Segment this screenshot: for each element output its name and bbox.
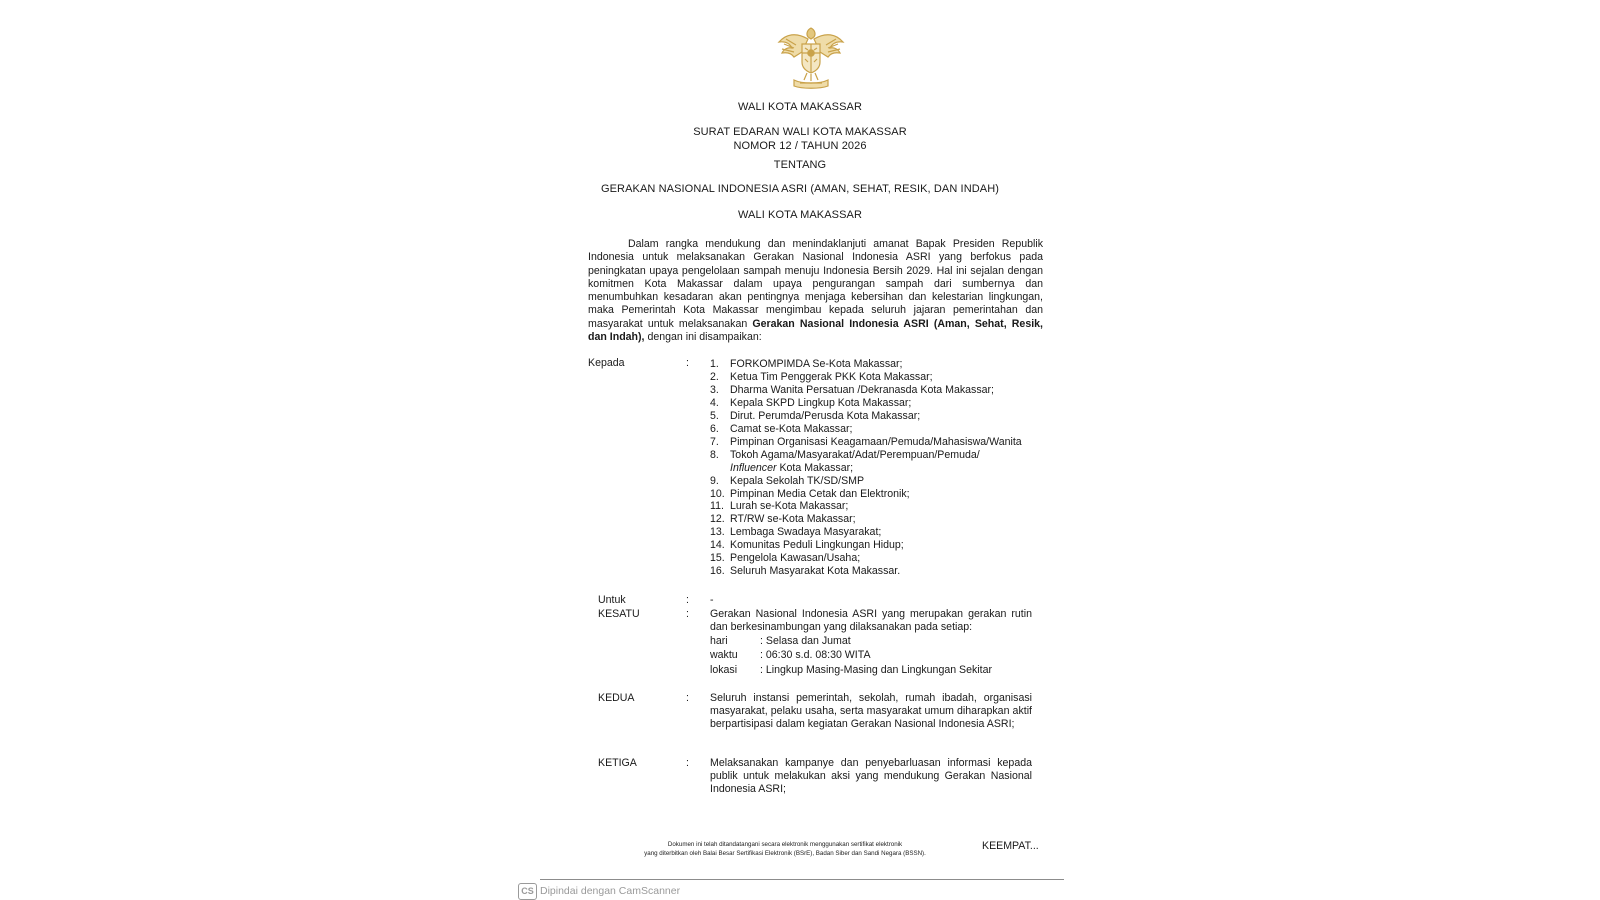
esignature-note — [600, 840, 970, 858]
schedule-row-day — [710, 634, 992, 648]
list-number: 15. — [710, 552, 725, 565]
list-text: Pengelola Kawasan/Usaha; — [730, 552, 861, 565]
issuer-heading: WALI KOTA MAKASSAR — [737, 101, 863, 113]
intro-closing-text: dengan ini disampaikan: — [644, 331, 762, 344]
list-text: Dharma Wanita Persatuan /Dekranasda Kota Makassar; — [730, 383, 994, 396]
list-item — [710, 488, 1050, 501]
schedule-value: : 06:30 s.d. 08:30 WITA — [760, 649, 871, 662]
kesatu-label: KESATU — [598, 608, 640, 620]
list-item — [710, 397, 1050, 410]
list-number: 3. — [710, 383, 719, 396]
list-text-tail: Kota Makassar; — [776, 461, 854, 474]
list-item — [710, 410, 1050, 423]
recipients-list — [710, 358, 1050, 578]
document-subject: GERAKAN NASIONAL INDONESIA ASRI (AMAN, SEHAT, RESIK, DAN INDAH) — [600, 183, 1000, 195]
list-number: 1. — [710, 358, 719, 370]
list-item — [710, 436, 1050, 449]
schedule-value: : Selasa dan Jumat — [760, 635, 851, 647]
list-item — [710, 526, 1050, 539]
list-number: 16. — [710, 565, 725, 578]
untuk-value: - — [710, 594, 714, 606]
intro-paragraph — [588, 238, 1043, 344]
list-number: 12. — [710, 513, 725, 526]
list-number: 11. — [710, 500, 724, 513]
list-text-continued — [730, 462, 1050, 475]
schedule-key: hari — [710, 635, 728, 647]
list-item — [710, 449, 1050, 475]
kesatu-colon: : — [686, 608, 689, 620]
intro-text: Dalam rangka mendukung dan menindaklanjuti amanat Bapak Presiden Republik Indonesia untuk melaksanakan Gerakan Nasional Indonesia ASRI yang berfokus pada peningkatan upaya pengelolaan sampah menuju Indonesia Bersih 2029. Hal ini sejalan dengan komitmen Kota Makassar dalam upaya pengurangan sampah dari sumbernya dan menumbuhkan kesadaran akan pentingnya menjaga kebersihan dan kelestarian lingkungan, maka Pemerintah Kota Makassar mengimbau kepada seluruh jajaran pemerintahan dan masyarakat untuk melaksanakan — [588, 238, 1043, 330]
list-item — [710, 513, 1050, 526]
intro-bold-text: Gerakan Nasional Indonesia ASRI (Aman, Sehat, Resik, dan Indah), — [588, 317, 1043, 344]
list-number: 14. — [710, 539, 725, 552]
list-item — [710, 475, 1050, 488]
kedua-label: KEDUA — [598, 692, 635, 704]
list-item — [710, 552, 1050, 565]
recipients-label: Kepada — [588, 357, 625, 369]
list-number: 6. — [710, 422, 719, 435]
list-number: 7. — [710, 435, 719, 448]
document-type: SURAT EDARAN WALI KOTA MAKASSAR — [693, 126, 907, 138]
ketiga-text: Melaksanakan kampanye dan penyebarluasan informasi kepada publik untuk melakukan aksi yang mendukung Gerakan Nasional Indonesia ASRI; — [710, 757, 1032, 796]
list-item — [710, 358, 1050, 371]
next-page-marker: KEEMPAT... — [982, 840, 1039, 852]
list-number: 5. — [710, 409, 719, 422]
list-item — [710, 565, 1050, 578]
list-number: 8. — [710, 448, 719, 461]
signer-heading: WALI KOTA MAKASSAR — [737, 209, 863, 221]
list-text: Ketua Tim Penggerak PKK Kota Makassar; — [730, 370, 933, 383]
schedule-key: lokasi — [710, 663, 738, 676]
list-number: 2. — [710, 370, 719, 383]
list-text: Kepala SKPD Lingkup Kota Makassar; — [730, 396, 912, 409]
list-text: Camat se-Kota Makassar; — [730, 422, 853, 435]
esignature-line: Dokumen ini telah ditandatangani secara elektronik menggunakan sertifikat elektronik — [667, 841, 903, 848]
list-text: Komunitas Peduli Lingkungan Hidup; — [730, 539, 904, 552]
ketiga-label: KETIGA — [598, 757, 637, 769]
garuda-emblem-icon — [776, 22, 846, 90]
list-text: Dirut. Perumda/Perusda Kota Makassar; — [730, 409, 921, 422]
list-text: Kepala Sekolah TK/SD/SMP — [730, 474, 865, 487]
ketiga-colon: : — [686, 757, 689, 769]
kedua-text: Seluruh instansi pemerintah, sekolah, rumah ibadah, organisasi masyarakat, pelaku usaha, serta masyarakat umum diharapkan aktif berpartisipasi dalam kegiatan Gerakan Nasional Indonesia ASRI; — [710, 692, 1032, 731]
list-italic-text: Influencer — [730, 461, 777, 474]
schedule-key: waktu — [710, 649, 738, 662]
kedua-colon: : — [686, 692, 689, 704]
schedule-value: : Lingkup Masing-Masing dan Lingkungan Sekitar — [760, 663, 993, 676]
list-text: Pimpinan Organisasi Keagamaan/Pemuda/Mahasiswa/Wanita — [730, 435, 1022, 448]
list-text: Lurah se-Kota Makassar; — [730, 500, 849, 513]
esignature-line: yang diterbitkan oleh Balai Besar Sertifikasi Elektronik (BSrE), Badan Siber dan Sandi Negara (BSSN). — [644, 850, 926, 857]
list-text: Seluruh Masyarakat Kota Makassar. — [730, 565, 901, 578]
list-text: RT/RW se-Kota Makassar; — [730, 513, 856, 526]
list-text: Pimpinan Media Cetak dan Elektronik; — [730, 487, 910, 500]
list-item — [710, 371, 1050, 384]
schedule-row-time — [710, 648, 992, 662]
schedule-list — [710, 634, 992, 677]
list-text: FORKOMPIMDA Se-Kota Makassar; — [730, 358, 903, 370]
untuk-label: Untuk — [598, 594, 626, 606]
document-number: NOMOR 12 / TAHUN 2026 — [733, 140, 867, 152]
scanner-watermark: Dipindai dengan CamScanner — [540, 885, 681, 897]
camscanner-logo-icon: CS — [518, 883, 537, 900]
list-number: 9. — [710, 474, 719, 487]
recipients-colon: : — [686, 357, 689, 369]
list-number: 4. — [710, 396, 719, 409]
list-text: Lembaga Swadaya Masyarakat; — [730, 526, 882, 539]
list-number: 10. — [710, 487, 725, 500]
list-item — [710, 384, 1050, 397]
schedule-row-location — [710, 663, 992, 677]
list-number: 13. — [710, 526, 725, 539]
list-item — [710, 500, 1050, 513]
about-label: TENTANG — [773, 159, 827, 171]
list-item — [710, 423, 1050, 436]
list-item — [710, 539, 1050, 552]
scanner-divider — [540, 879, 1064, 880]
untuk-colon: : — [686, 594, 689, 606]
kesatu-text: Gerakan Nasional Indonesia ASRI yang merupakan gerakan rutin dan berkesinambungan yang dilaksanakan pada setiap: — [710, 608, 1032, 634]
list-text: Tokoh Agama/Masyarakat/Adat/Perempuan/Pemuda/ — [730, 448, 980, 461]
